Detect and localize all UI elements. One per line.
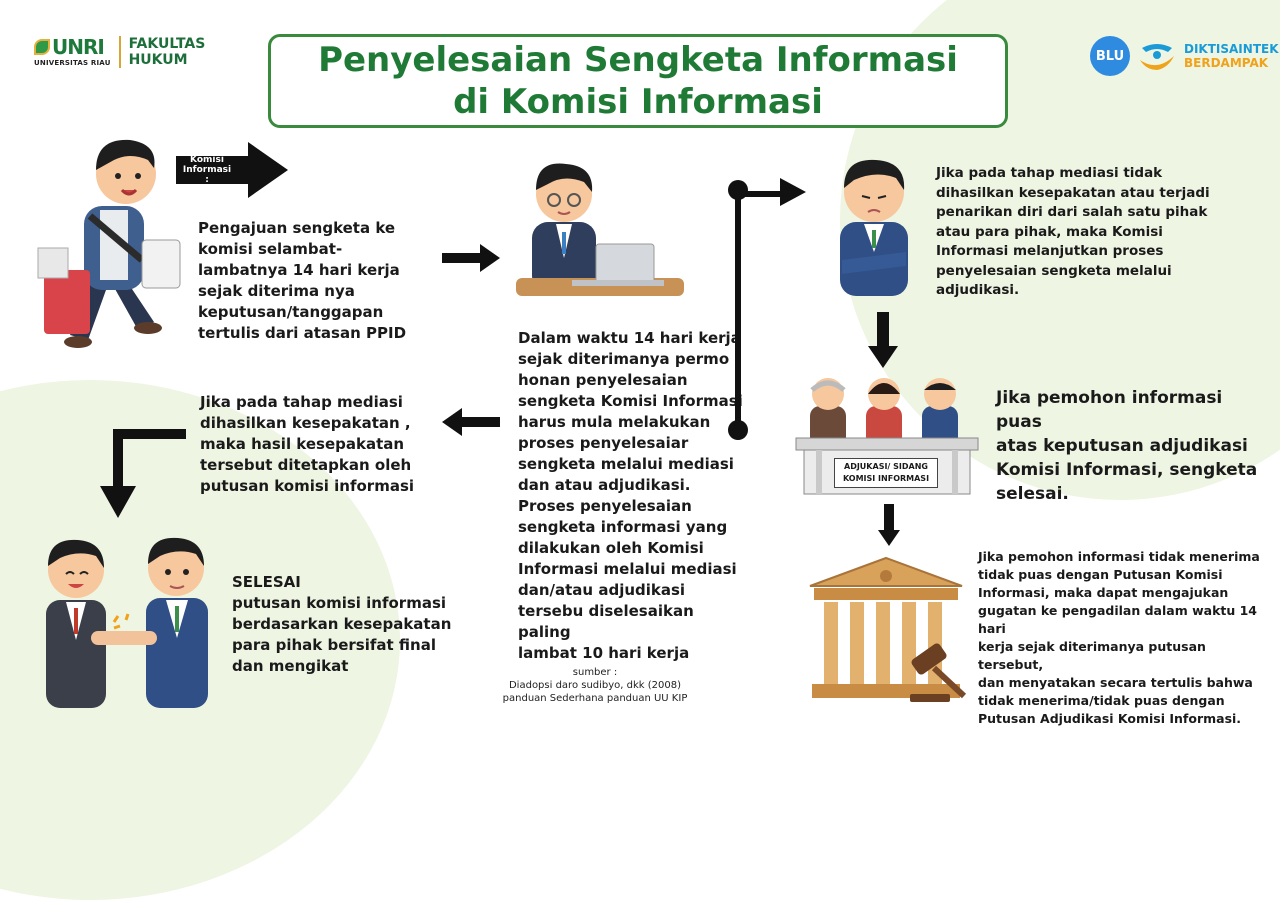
faculty-label xyxy=(129,36,206,68)
faculty-line1: FAKULTAS xyxy=(128,36,206,52)
university-subtitle: UNIVERSITAS RIAU xyxy=(34,59,111,67)
panel-judges-icon xyxy=(796,376,978,498)
dikti-line2: BERDAMPAK xyxy=(1184,56,1269,70)
person-running-icon xyxy=(30,130,190,350)
title-box xyxy=(268,34,1008,128)
finished-text: SELESAI putusan komisi informasi berdasarkan kesepakatan para pihak bersifat final dan mengikat xyxy=(232,573,452,675)
arrow-down-icon-2 xyxy=(878,504,900,546)
bent-arrow-down-icon xyxy=(98,430,188,520)
dikti-label xyxy=(1184,42,1279,70)
unri-mark xyxy=(34,37,111,67)
mediation-success-text: Jika pada tahap mediasi dihasilkan kesepakatan , maka hasil kesepakatan tersebut ditetapkan oleh putusan komisi informasi xyxy=(200,393,415,495)
logo-divider xyxy=(119,36,121,68)
faculty-line2: HUKUM xyxy=(128,52,188,68)
arrow-right-icon xyxy=(442,244,500,272)
title-line1: Penyelesaian Sengketa Informasi xyxy=(318,40,958,80)
source-note: sumber : Diadopsi daro sudibyo, dkk (2008) panduan Sederhana panduan UU KIP xyxy=(502,667,688,704)
submission-text: Pengajuan sengketa ke komisi selambat- lambatnya 14 hari kerja sejak diterima nya keputusan/tanggapan tertulis dari atasan PPID xyxy=(198,219,407,342)
komisi-arrow-tag xyxy=(176,142,288,198)
finished-label: SELESAI xyxy=(232,573,301,591)
handshake-icon xyxy=(38,530,218,708)
blu-logo: BLU xyxy=(1090,36,1130,76)
court-text: Jika pemohon informasi tidak menerima tidak puas dengan Putusan Komisi Informasi, maka dapat mengajukan gugatan ke pengadilan dalam waktu 14 hari kerja sejak diterimanya putusan tersebut, dan menyatakan secara tertulis bahwa tidak menerima/tidak puas dengan Putusan Adjudikasi Komisi Informasi. xyxy=(978,549,1260,726)
person-thinking-icon xyxy=(832,156,916,296)
adjudication-satisfied-text: Jika pemohon informasi puas atas keputusan adjudikasi Komisi Informasi, sengketa selesai. xyxy=(996,388,1258,504)
commission-process-text: Dalam waktu 14 hari kerja sejak diterimanya permo honan penyelesaian sengketa Komisi Informasi harus mula melakukan proses penyelesaiar sengketa melalui mediasi dan atau adjudikasi. Proses penyelesaian sengketa informasi yang dilakukan oleh Komisi Informasi melalui mediasi dan/atau adjudikasi tersebu diselesaikan paling lambat 10 hari kerja xyxy=(518,329,743,662)
hearing-banner: ADJUKASI/ SIDANG KOMISI INFORMASI xyxy=(834,458,938,488)
partner-logos xyxy=(1090,36,1279,76)
dikti-line1: DIKTISAINTEK xyxy=(1184,42,1279,56)
arrow-left-icon xyxy=(442,408,500,436)
mediation-failed-text: Jika pada tahap mediasi tidak dihasilkan kesepakatan atau terjadi penarikan diri dari salah satu pihak atau para pihak, maka Komisi Informasi melanjutkan proses penyelesaian sengketa melalui adjudikasi. xyxy=(936,165,1210,298)
arrow-tag-label: Komisi Informasi : xyxy=(182,155,232,185)
arrow-down-icon xyxy=(868,312,898,368)
dikti-logo-icon xyxy=(1138,38,1176,74)
gavel-icon xyxy=(906,640,970,704)
person-laptop-icon xyxy=(512,158,688,304)
university-logo xyxy=(34,36,205,68)
leaf-icon xyxy=(34,39,50,55)
title-line2: di Komisi Informasi xyxy=(453,82,823,122)
university-name: UNRI xyxy=(52,35,104,59)
